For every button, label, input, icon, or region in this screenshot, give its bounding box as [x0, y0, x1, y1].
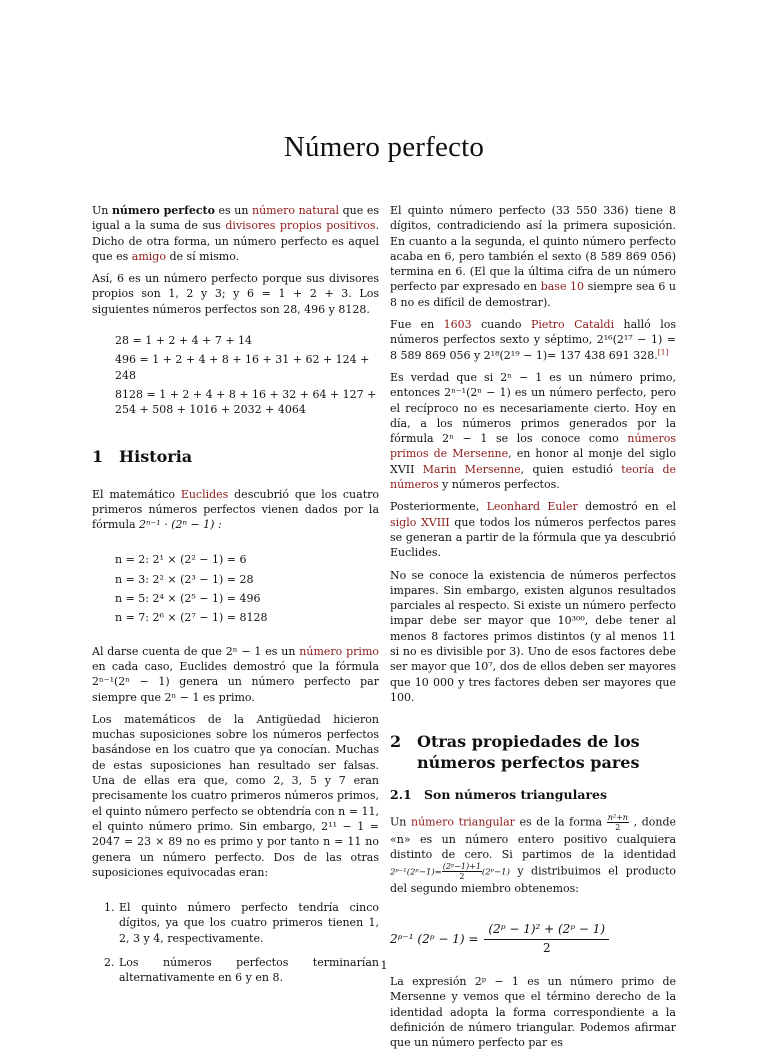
page-title: Número perfecto — [283, 131, 485, 164]
example-line: n = 7: 2⁶ × (2⁷ − 1) = 8128 — [115, 611, 268, 625]
text: que todos los números perfectos pares se generan a partir de la fórmula que ya descubrió Euclides. — [390, 515, 677, 560]
euclid-examples — [115, 552, 379, 625]
sum-line: 8128 = 1 + 2 + 4 + 8 + 16 + 32 + 64 + 127 + 254 + 508 + 1016 + 2032 + 4064 — [115, 387, 377, 417]
link-numero-triangular[interactable]: número triangular — [410, 815, 515, 828]
text: , donde «n» es un número entero positivo cualquiera distinto de cero. Si partimos de la identidad — [390, 815, 676, 861]
paragraph-cataldi — [390, 317, 676, 363]
link-numero-natural[interactable]: número natural — [252, 204, 340, 217]
page-number: 1 — [380, 959, 388, 972]
left-column — [92, 203, 379, 995]
text: , en honor al monje del siglo XVII — [390, 447, 676, 476]
subsection-number: 2.1 — [390, 787, 412, 803]
text: en cada caso, Euclides demostró que la fórmula 2ⁿ⁻¹(2ⁿ − 1) genera un número perfecto par siempre que 2ⁿ − 1 es primo. — [92, 659, 379, 704]
inline-fraction — [442, 862, 482, 881]
text: es de la forma — [514, 815, 607, 828]
numerator: n²+n — [607, 812, 628, 822]
text: halló los números perfectos sexto y séptimo, 2¹⁶(2¹⁷ − 1) = 8 589 869 056 y 2¹⁸(2¹⁹ − 1)= 137 438 691 328. — [390, 318, 676, 362]
identity-rhs: (2ᵖ−1) — [481, 867, 510, 878]
link-primos-mersenne[interactable]: números primos de Mersenne — [390, 432, 676, 461]
example-line: n = 5: 2⁴ × (2⁵ − 1) = 496 — [115, 592, 261, 606]
list-item — [104, 900, 379, 946]
sum-line: 496 = 1 + 2 + 4 + 8 + 16 + 31 + 62 + 124 + 248 — [115, 353, 370, 382]
text: es un — [214, 204, 252, 217]
text: siempre sea 6 u 8 no es difícil de demostrar). — [390, 280, 676, 309]
section-heading-historia — [92, 446, 379, 467]
list-number: 1. — [104, 901, 115, 915]
historia-paragraph-2 — [92, 644, 379, 705]
paragraph-euler — [390, 499, 676, 560]
text: El quinto número perfecto (33 550 336) tiene 8 dígitos, contradiciendo así la primera suposición. En cuanto a la segunda, el quinto número perfecto acaba en 6, pero también el sexto (8 589 869 056) termina en 6. (El que la última cifra de un número perfecto par expresado en — [390, 204, 676, 294]
text: de sí mismo. — [165, 249, 240, 263]
identity-lhs: 2ᵖ⁻¹(2ᵖ−1)= — [390, 867, 442, 878]
text: que es igual a la suma de sus — [92, 204, 379, 233]
subsection-title: Son números triangulares — [424, 787, 608, 803]
link-1603[interactable]: 1603 — [443, 318, 472, 332]
example-line: n = 2: 2¹ × (2² − 1) = 6 — [115, 553, 247, 567]
link-marin-mersenne[interactable]: Marin Mersenne — [422, 462, 521, 476]
link-divisores-propios[interactable]: divisores propios positivos — [225, 219, 376, 233]
perfect-number-sums — [115, 333, 379, 417]
text: Posteriormente, — [390, 500, 487, 514]
list-number: 2. — [104, 955, 115, 969]
text: Un — [92, 204, 112, 217]
denominator: 2 — [615, 822, 621, 832]
subsection-heading-triangulares — [390, 787, 676, 802]
right-column — [390, 203, 676, 1057]
section-title: Otras propiedades de los números perfectos pares — [417, 732, 640, 773]
section-title: Historia — [119, 446, 193, 466]
equation-fraction — [484, 922, 609, 956]
text: y números perfectos. — [438, 478, 560, 492]
sum-line: 28 = 1 + 2 + 4 + 7 + 14 — [115, 334, 253, 348]
text: El matemático — [92, 487, 181, 501]
section-number: 2 — [390, 732, 402, 752]
paragraph-expresion: La expresión 2ᵖ − 1 es un número primo de Mersenne y vemos que el término derecho de la identidad adopta la forma correspondiente a la definición de número triangular. Podemos afirmar que un número perfecto par es — [390, 974, 676, 1050]
example-line: n = 3: 2² × (2³ − 1) = 28 — [115, 572, 254, 586]
list-text: El quinto número perfecto tendría cinco dígitos, ya que los cuatro primeros tienen 1, 2, 3 y 4, respectivamente. — [119, 901, 379, 945]
link-base-10[interactable]: base 10 — [540, 280, 585, 294]
numerator: (2ᵖ − 1)² + (2ᵖ − 1) — [484, 922, 609, 939]
historia-paragraph-1 — [92, 487, 379, 533]
text: demostró en el — [577, 500, 676, 514]
denominator: 2 — [542, 940, 551, 955]
formula: 2ⁿ⁻¹ · (2ⁿ − 1) : — [139, 518, 222, 532]
citation-link[interactable]: [1] — [657, 347, 669, 357]
list-text: Los números perfectos terminarían alternativamente en 6 y en 8. — [119, 955, 379, 985]
paragraph-impares: No se conoce la existencia de números perfectos impares. Sin embargo, existen algunos resultados parciales al respecto. Si existe un número perfecto impar debe ser mayor que 10³⁰⁰, debe tener al menos 8 factores primos distintos (y al menos 11 si no es divisible por 3). Uno de esos factores debe ser mayor que 10⁷, dos de ellos deben ser mayores que 10 000 y tres factores deben ser mayores que 100. — [390, 568, 676, 704]
link-siglo-xviii[interactable]: siglo XVIII — [390, 515, 450, 529]
historia-paragraph-3: Los matemáticos de la Antigüedad hicieron muchas suposiciones sobre los números perfectos basándose en los cuatro que ya conocían. Muchas de estas suposiciones han resultado ser falsas. Una de ellas era que, como 2, 3, 5 y 7 eran precisamente los cuatro primeros números primos, el quinto número perfecto se obtendría con n = 11, el quinto número primo. Sin embargo, 2¹¹ − 1 = 2047 = 23 × 89 no es primo y por tanto n = 11 no genera un número perfecto. Dos de las otras suposiciones equivocadas eran: — [92, 712, 379, 879]
text: cuando — [471, 318, 531, 332]
text: Es verdad que si 2ⁿ − 1 es un número primo, entonces 2ⁿ⁻¹(2ⁿ − 1) es un número perfecto, pero el recíproco no es necesariamente cierto. Hoy en día, a los números primos generados por la fórmula 2ⁿ − 1 se los conoce como — [390, 370, 676, 446]
link-numero-primo[interactable]: número primo — [299, 644, 379, 658]
link-euclides[interactable]: Euclides — [180, 487, 229, 501]
text: Al darse cuenta de que 2ⁿ − 1 es un — [92, 644, 300, 658]
intro-paragraph-2: Así, 6 es un número perfecto porque sus divisores propios son 1, 2 y 3; y 6 = 1 + 2 + 3. Los siguientes números perfectos son 28, 496 y 8128. — [92, 272, 379, 316]
inline-fraction — [607, 813, 629, 832]
intro-paragraph — [92, 203, 379, 264]
denominator: 2 — [459, 872, 465, 882]
text: descubrió que los cuatro primeros números perfectos vienen dados por la fórmula — [92, 487, 379, 532]
text: , quien estudió — [520, 462, 622, 476]
equation-lhs: 2ᵖ⁻¹ (2ᵖ − 1) = — [390, 931, 479, 946]
text: y distribuimos el producto del segundo miembro obtenemos: — [390, 864, 676, 896]
link-leonhard-euler[interactable]: Leonhard Euler — [486, 500, 578, 514]
suppositions-list — [92, 900, 379, 985]
paragraph-mersenne — [390, 370, 676, 492]
link-teoria-numeros[interactable]: teoría de números — [390, 462, 676, 492]
term-bold: número perfecto — [111, 204, 215, 217]
section-heading-otras-propiedades — [390, 731, 676, 773]
numerator: (2ᵖ−1)+1 — [442, 862, 481, 872]
link-pietro-cataldi[interactable]: Pietro Cataldi — [530, 318, 615, 332]
text: Un — [390, 815, 411, 828]
text: . Dicho de otra forma, un número perfecto es aquel que es — [92, 219, 379, 263]
paragraph-quinto-perfecto — [390, 203, 676, 310]
text: Fue en — [390, 318, 444, 332]
display-equation — [390, 922, 676, 956]
paragraph-triangular — [390, 813, 676, 897]
link-amigo[interactable]: amigo — [131, 249, 166, 263]
section-number: 1 — [92, 446, 104, 466]
